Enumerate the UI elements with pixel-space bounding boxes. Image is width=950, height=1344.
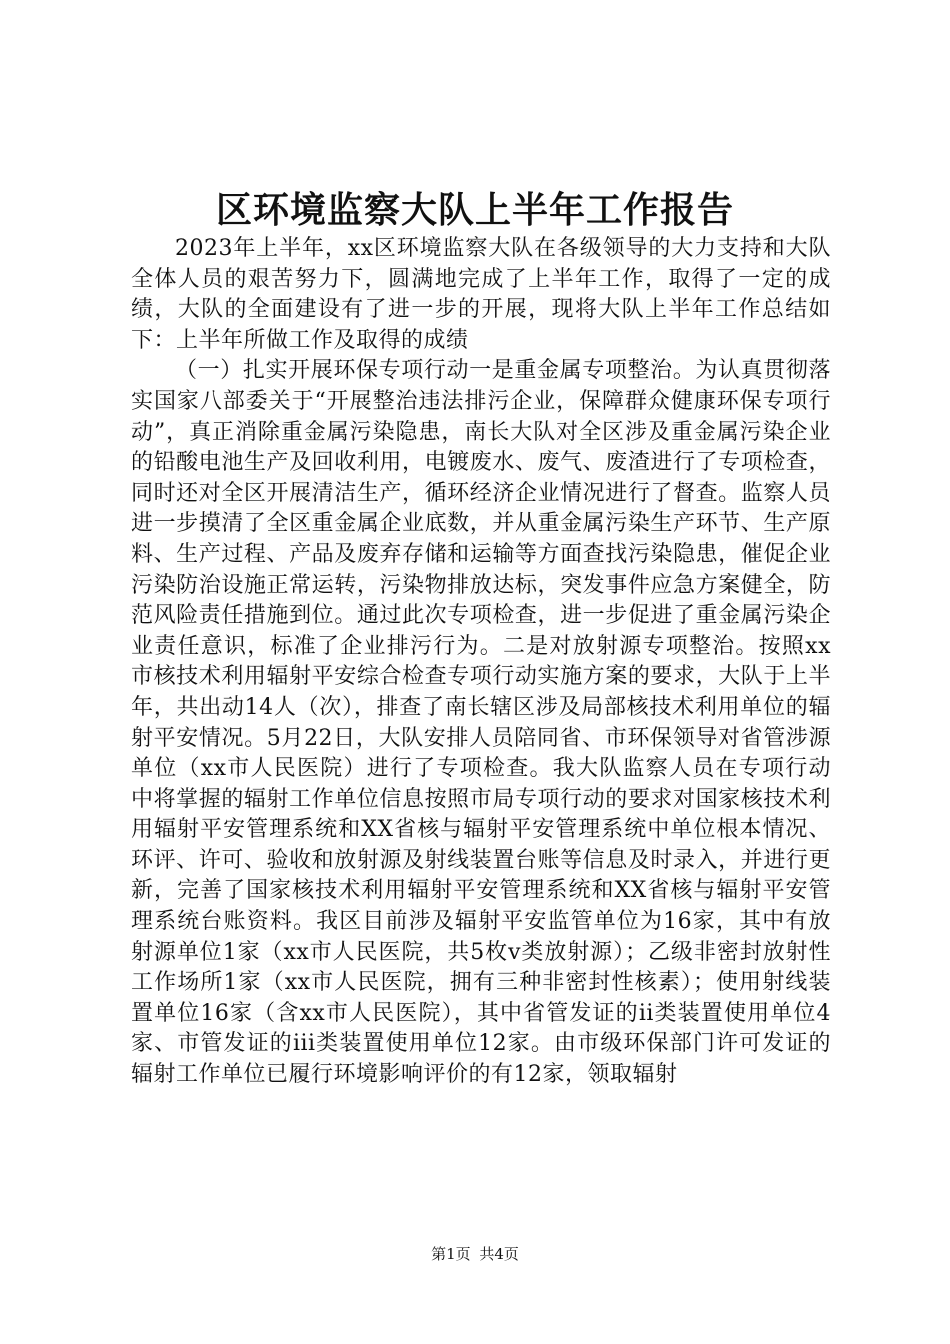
page-footer [0,1244,950,1264]
document-title: 区环境监察大队上半年工作报告 [215,189,734,231]
document-body [131,234,831,1091]
page-number: 第1页 [431,1245,471,1263]
paragraph-section-one: （一）扎实开展环保专项行动一是重金属专项整治。为认真贯彻落实国家八部委关于“开展整治违法排污企业，保障群众健康环保专项行动”，真正消除重金属污染隐患，南长大队对全区涉及重金属污染企业的铅酸电池生产及回收利用，电镀废水、废气、废渣进行了专项检查，同时还对全区开展清洁生产，循环经济企业情况进行了督查。监察人员进一步摸清了全区重金属企业底数，并从重金属污染生产环节、生产原料、生产过程、产品及废弃存储和运输等方面查找污染隐患，催促企业污染防治设施正常运转，污染物排放达标，突发事件应急方案健全，防范风险责任措施到位。通过此次专项检查，进一步促进了重金属污染企业责任意识，标准了企业排污行为。二是对放射源专项整治。按照xx市核技术利用辐射平安综合检查专项行动实施方案的要求，大队于上半年，共出动14人（次），排查了南长辖区涉及局部核技术利用单位的辐射平安情况。5月22日，大队安排人员陪同省、市环保领导对省管涉源单位（xx市人民医院）进行了专项检查。我大队监察人员在专项行动中将掌握的辐射工作单位信息按照市局专项行动的要求对国家核技术利用辐射平安管理系统和XX省核与辐射平安管理系统中单位根本情况、环评、许可、验收和放射源及射线装置台账等信息及时录入，并进行更新，完善了国家核技术利用辐射平安管理系统和XX省核与辐射平安管理系统台账资料。我区目前涉及辐射平安监管单位为16家，其中有放射源单位1家（xx市人民医院，共5枚v类放射源）；乙级非密封放射性工作场所1家（xx市人民医院，拥有三种非密封性核素）；使用射线装置单位16家（含xx市人民医院），其中省管发证的ii类装置使用单位4家、市管发证的iii类装置使用单位12家。由市级环保部门许可发证的辐射工作单位已履行环境影响评价的有12家，领取辐射 [131,358,831,1088]
page-total: 共4页 [479,1245,519,1263]
paragraph-intro: 2023年上半年，xx区环境监察大队在各级领导的大力支持和大队全体人员的艰苦努力下，圆满地完成了上半年工作，取得了一定的成绩，大队的全面建设有了进一步的开展，现将大队上半年工作总结如下：上半年所做工作及取得的成绩 [131,236,831,353]
